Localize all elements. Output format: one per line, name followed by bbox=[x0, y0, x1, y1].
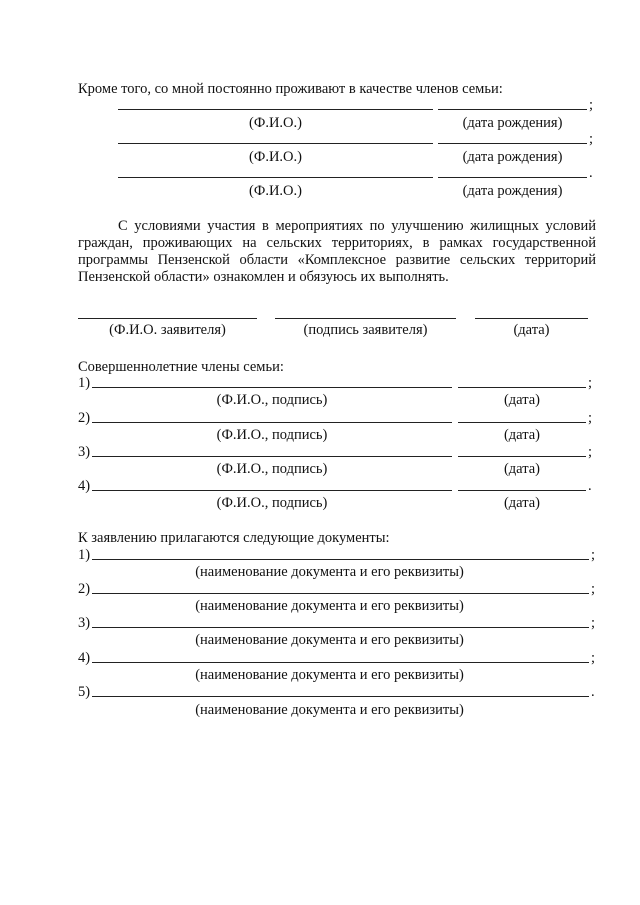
line-end-punct: . bbox=[588, 478, 592, 494]
member-date-line[interactable] bbox=[458, 456, 586, 457]
list-number: 4) bbox=[78, 650, 91, 666]
document-blank-line[interactable] bbox=[92, 627, 589, 628]
line-end-punct: ; bbox=[589, 131, 594, 147]
member-fio-caption: (Ф.И.О., подпись) bbox=[216, 461, 328, 477]
document-blank-line[interactable] bbox=[92, 696, 589, 697]
member-fio-signature-line[interactable] bbox=[92, 387, 452, 388]
line-end-punct: ; bbox=[589, 97, 594, 113]
line-end-punct: ; bbox=[591, 650, 596, 666]
fio-blank-line[interactable] bbox=[118, 143, 433, 144]
fio-blank-line[interactable] bbox=[118, 177, 433, 178]
applicant-date-line[interactable] bbox=[475, 318, 588, 319]
birthdate-caption: (дата рождения) bbox=[462, 115, 563, 131]
document-caption: (наименование документа и его реквизиты) bbox=[195, 632, 464, 648]
fio-blank-line[interactable] bbox=[118, 109, 433, 110]
member-date-line[interactable] bbox=[458, 490, 586, 491]
fio-caption: (Ф.И.О.) bbox=[249, 149, 302, 165]
list-number: 3) bbox=[78, 444, 91, 460]
birthdate-caption: (дата рождения) bbox=[462, 183, 563, 199]
applicant-fio-caption: (Ф.И.О. заявителя) bbox=[109, 322, 226, 338]
fio-caption: (Ф.И.О.) bbox=[249, 115, 302, 131]
document-blank-line[interactable] bbox=[92, 559, 589, 560]
list-number: 2) bbox=[78, 581, 91, 597]
line-end-punct: ; bbox=[591, 581, 596, 597]
line-end-punct: ; bbox=[588, 444, 593, 460]
conditions-text: С условиями участия в мероприятиях по улучшению жилищных условий граждан, проживающих на сельских территориях, в рамках государственной программы Пензенской области «Комплексное развитие сельских территорий Пензенской области» ознакомлен и обязуюсь их выполнять. bbox=[78, 218, 596, 285]
applicant-signature-line[interactable] bbox=[275, 318, 456, 319]
documents-heading: К заявлению прилагаются следующие документы: bbox=[78, 530, 390, 546]
birthdate-blank-line[interactable] bbox=[438, 143, 587, 144]
line-end-punct: ; bbox=[588, 410, 593, 426]
applicant-signature-caption: (подпись заявителя) bbox=[303, 322, 428, 338]
fio-caption: (Ф.И.О.) bbox=[249, 183, 302, 199]
member-fio-signature-line[interactable] bbox=[92, 490, 452, 491]
list-number: 1) bbox=[78, 547, 91, 563]
line-end-punct: . bbox=[589, 165, 593, 181]
document-caption: (наименование документа и его реквизиты) bbox=[195, 667, 464, 683]
member-fio-signature-line[interactable] bbox=[92, 456, 452, 457]
member-fio-caption: (Ф.И.О., подпись) bbox=[216, 427, 328, 443]
member-fio-caption: (Ф.И.О., подпись) bbox=[216, 392, 328, 408]
member-date-line[interactable] bbox=[458, 387, 586, 388]
line-end-punct: ; bbox=[591, 615, 596, 631]
document-caption: (наименование документа и его реквизиты) bbox=[195, 702, 464, 718]
list-number: 1) bbox=[78, 375, 91, 391]
adult-members-heading: Совершеннолетние члены семьи: bbox=[78, 359, 284, 375]
applicant-date-caption: (дата) bbox=[513, 322, 550, 338]
line-end-punct: . bbox=[591, 684, 595, 700]
document-caption: (наименование документа и его реквизиты) bbox=[195, 564, 464, 580]
applicant-fio-line[interactable] bbox=[78, 318, 257, 319]
line-end-punct: ; bbox=[591, 547, 596, 563]
member-date-line[interactable] bbox=[458, 422, 586, 423]
member-date-caption: (дата) bbox=[503, 495, 541, 511]
birthdate-blank-line[interactable] bbox=[438, 177, 587, 178]
document-blank-line[interactable] bbox=[92, 662, 589, 663]
conditions-paragraph bbox=[78, 218, 596, 286]
list-number: 5) bbox=[78, 684, 91, 700]
line-end-punct: ; bbox=[588, 375, 593, 391]
list-number: 2) bbox=[78, 410, 91, 426]
member-date-caption: (дата) bbox=[503, 392, 541, 408]
list-number: 4) bbox=[78, 478, 91, 494]
list-number: 3) bbox=[78, 615, 91, 631]
member-date-caption: (дата) bbox=[503, 461, 541, 477]
document-blank-line[interactable] bbox=[92, 593, 589, 594]
family-intro: Кроме того, со мной постоянно проживают в качестве членов семьи: bbox=[78, 81, 503, 97]
birthdate-caption: (дата рождения) bbox=[462, 149, 563, 165]
document-caption: (наименование документа и его реквизиты) bbox=[195, 598, 464, 614]
birthdate-blank-line[interactable] bbox=[438, 109, 587, 110]
member-date-caption: (дата) bbox=[503, 427, 541, 443]
member-fio-caption: (Ф.И.О., подпись) bbox=[216, 495, 328, 511]
member-fio-signature-line[interactable] bbox=[92, 422, 452, 423]
